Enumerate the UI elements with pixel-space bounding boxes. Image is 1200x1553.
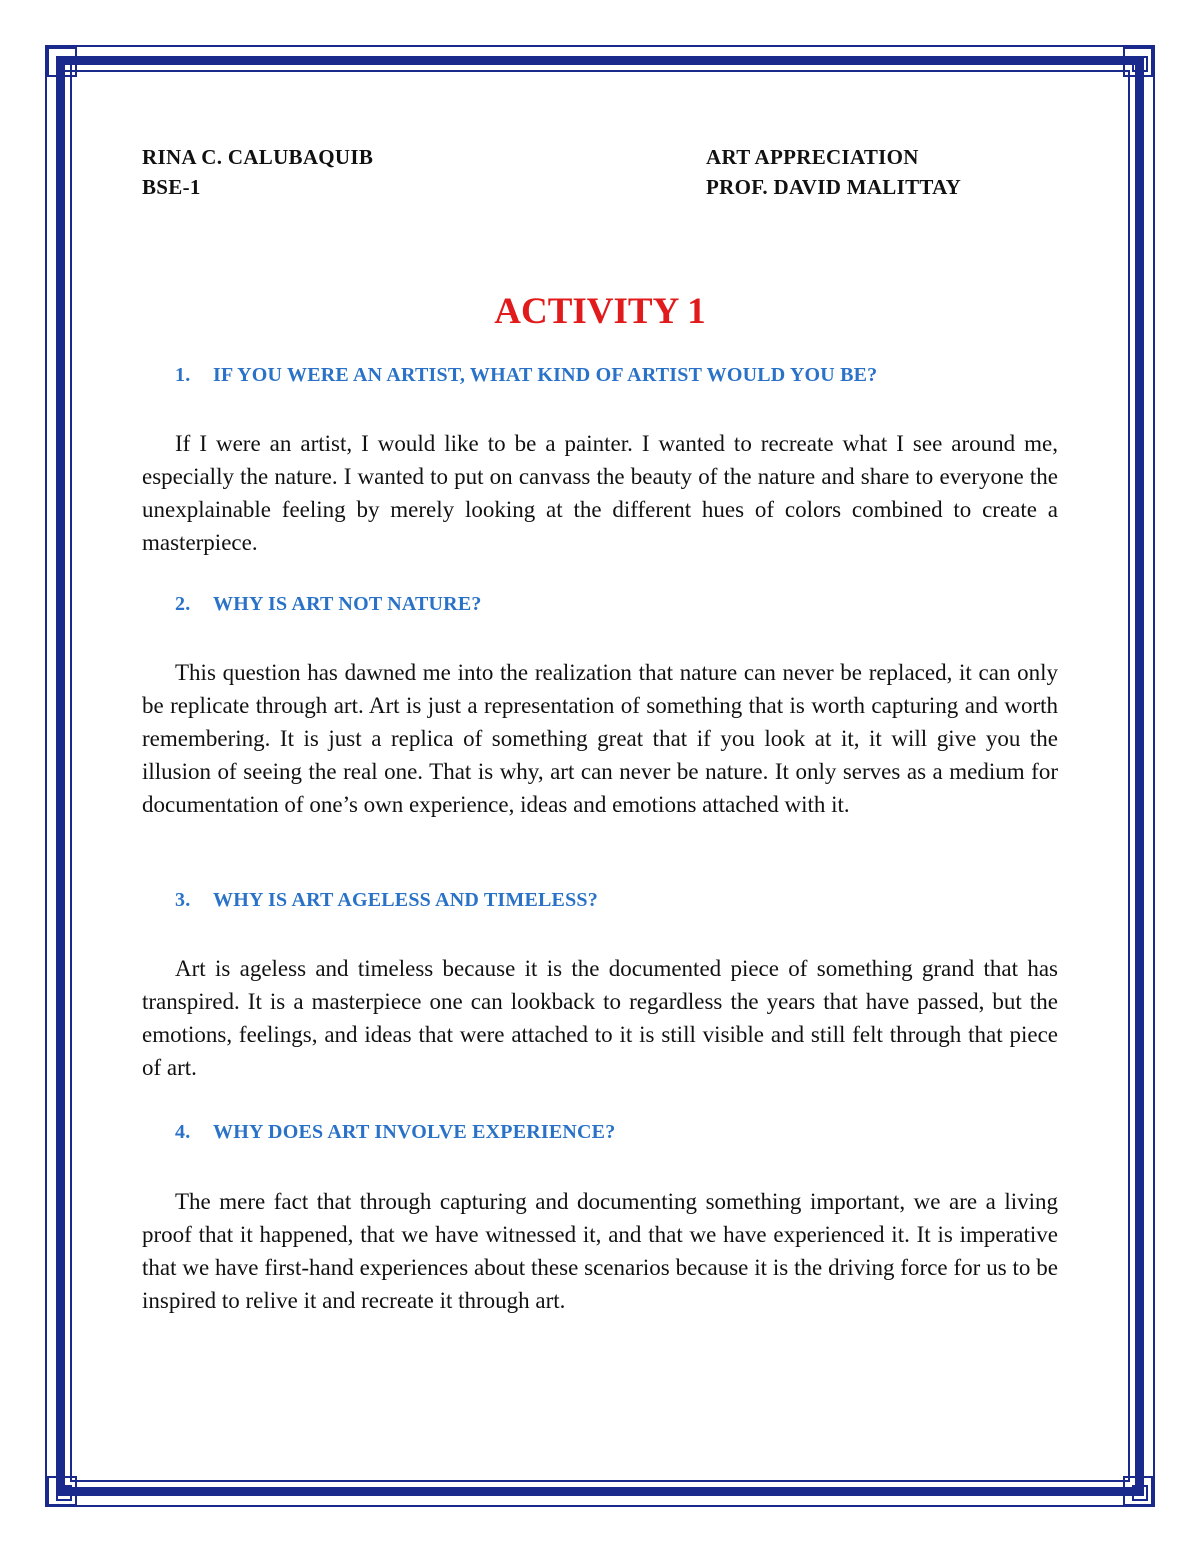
border-corner-ornament-top-right — [1123, 47, 1153, 77]
border-corner-ornament-bottom-left — [47, 1476, 77, 1506]
border-corner-ornament-bottom-right — [1123, 1476, 1153, 1506]
question-3 — [175, 889, 598, 912]
question-number: 4. — [175, 1121, 191, 1143]
border-corner-ornament-top-left — [47, 47, 77, 77]
question-text: WHY IS ART NOT NATURE? — [213, 593, 482, 615]
question-2 — [175, 593, 482, 616]
answer-3: Art is ageless and timeless because it is the documented piece of something grand that has transpired. It is a masterpiece one can lookback to regardless the years that have passed, but the emotions, feelings, and ideas that were attached to it is still visible and still felt through that piece of art. — [142, 956, 1058, 1080]
question-text: WHY IS ART AGELESS AND TIMELESS? — [213, 889, 598, 911]
question-number: 2. — [175, 593, 191, 615]
subject-name: ART APPRECIATION — [706, 145, 919, 169]
answer-4: The mere fact that through capturing and documenting something important, we are a living proof that it happened, that we have witnessed it, and that we have experienced it. It is imperative that we have first-hand experiences about these scenarios because it is the driving force for us to be inspired to relive it and recreate it through art. — [142, 1189, 1058, 1313]
answer-1: If I were an artist, I would like to be a painter. I wanted to recreate what I see around me, especially the nature. I wanted to put on canvass the beauty of the nature and share to everyone the unexplainable feeling by merely looking at the different hues of colors combined to create a masterpiece. — [142, 431, 1058, 555]
professor-name: PROF. DAVID MALITTAY — [706, 175, 962, 199]
question-text: IF YOU WERE AN ARTIST, WHAT KIND OF ARTIST WOULD YOU BE? — [213, 364, 878, 386]
document-title: ACTIVITY 1 — [494, 291, 706, 332]
question-1 — [175, 364, 877, 387]
student-name: RINA C. CALUBAQUIB — [142, 145, 374, 169]
student-course: BSE-1 — [142, 175, 201, 199]
answer-2: This question has dawned me into the realization that nature can never be replaced, it can only be replicate through art. Art is just a representation of something that is worth capturing and worth remembering. It is just a replica of something great that if you look at it, it will give you the illusion of seeing the real one. That is why, art can never be nature. It only serves as a medium for documentation of one’s own experience, ideas and emotions attached with it. — [142, 660, 1058, 817]
question-text: WHY DOES ART INVOLVE EXPERIENCE? — [213, 1121, 616, 1143]
question-4 — [175, 1121, 615, 1144]
question-number: 1. — [175, 364, 191, 386]
question-number: 3. — [175, 889, 191, 911]
